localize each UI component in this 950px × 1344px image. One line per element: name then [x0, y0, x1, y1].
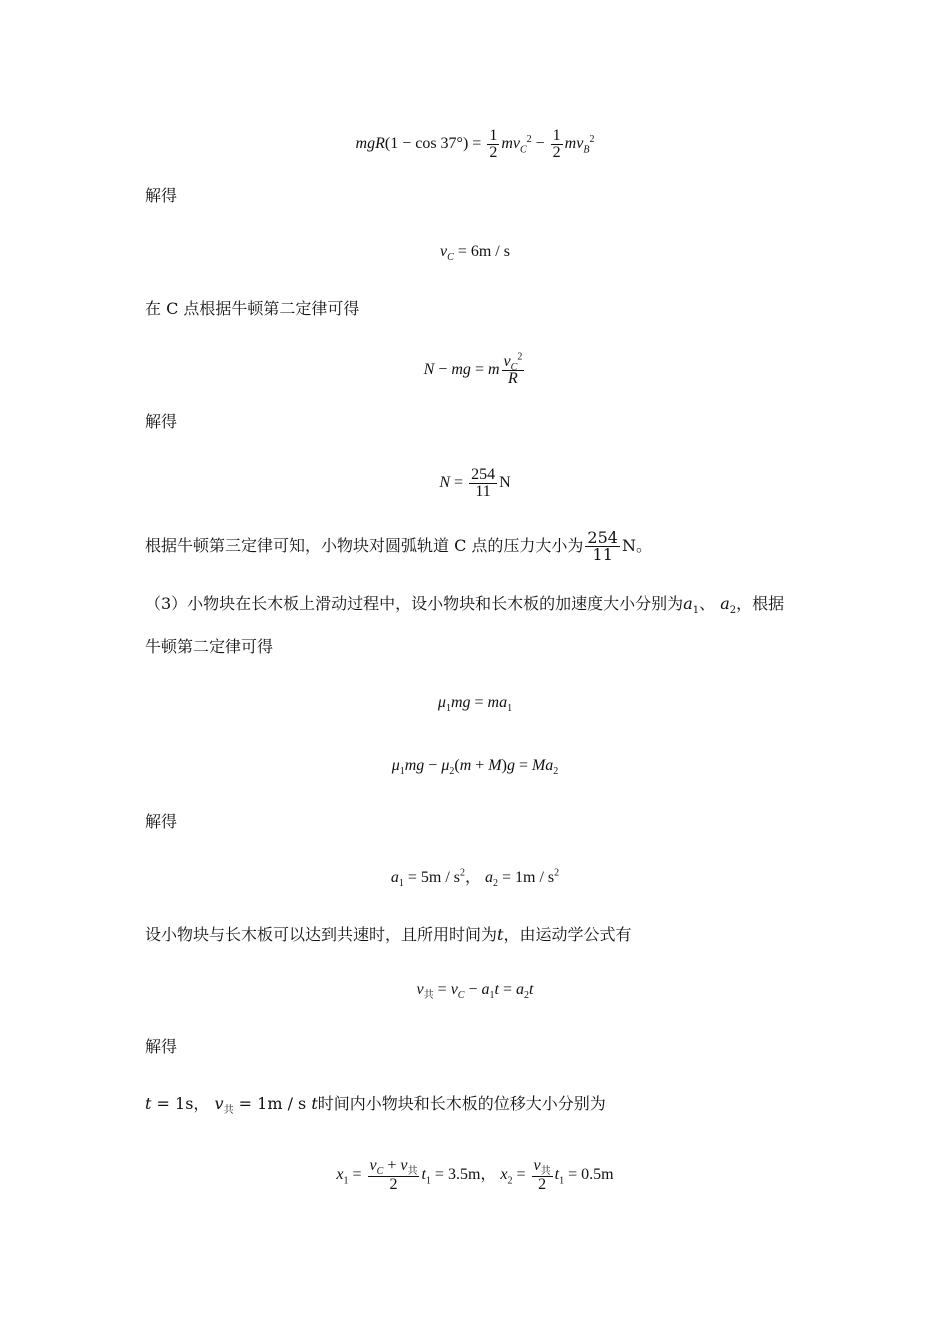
text-part3-prefix: （3）小物块在长木板上滑动过程中，设小物块和长木板的加速度大小分别为 — [145, 594, 684, 613]
sub-gong-3: 共 — [407, 1166, 418, 1177]
text-displacement-suffix: 时间内小物块和长木板的位移大小分别为 — [317, 1094, 606, 1113]
text-c-point-newton2: 在 C 点根据牛顿第二定律可得 — [145, 299, 360, 318]
sub-gong-4: 共 — [540, 1166, 551, 1177]
equation-normal-force: N = $\frac{254}{11}$ N — [439, 466, 511, 500]
text-newton3-prefix: 根据牛顿第三定律可知，小物块对圆弧轨道 C 点的压力大小为 — [145, 536, 584, 555]
equation-vc: $v_C = 6m / s$ — [440, 243, 510, 264]
equation-common-speed: $v_共 = v_C - a_1t = a_2t$ — [416, 981, 534, 1002]
text-dun: 、 — [699, 594, 716, 613]
text-jiede-4: 解得 — [145, 1037, 178, 1056]
text-common-speed-prefix: 设小物块与长木板可以达到共速时，且所用时间为 — [145, 925, 498, 944]
equation-displacements: $x_1$ = $\frac{v_C + v_共}{2}$ $t_1 = 3.5m$， $x_2$ = $\frac{v_共}{2}$ $t_1 = 0.5m$ — [336, 1157, 614, 1193]
equation-block-acceleration: $\mu_1mg = ma_1$ — [437, 694, 513, 715]
text-comma-2: ， — [193, 1094, 210, 1113]
text-newton3: 根据牛顿第三定律可知，小物块对圆弧轨道 C 点的压力大小为 $\frac{254}{11}$ N。 — [145, 528, 652, 564]
text-time-result: t = 1s， $v_共 = 1m / s$ t时间内小物块和长木板的位移大小分别为 — [145, 1094, 606, 1116]
equation-centripetal: N − mg = m $\frac{v_C^2}{R}$ — [423, 351, 523, 387]
text-period: 。 — [635, 536, 652, 555]
sub-gong-2: 共 — [223, 1105, 234, 1116]
text-jiede-3: 解得 — [145, 812, 178, 831]
text-comma-1: ， — [464, 869, 481, 886]
sub-gong-1: 共 — [423, 990, 434, 1001]
text-common-speed-suffix: ，由运动学公式有 — [503, 925, 632, 944]
text-common-speed: 设小物块与长木板可以达到共速时，且所用时间为t，由运动学公式有 — [145, 925, 632, 944]
equation-energy-conservation: mgR(1 − cos 37°) = $\frac{1}{2}$ $mv_C^2$ − $\frac{1}{2}$ $mv_B^2$ — [355, 127, 595, 161]
text-part3: （3）小物块在长木板上滑动过程中，设小物块和长木板的加速度大小分别为$a_1$、 $a_2$，根据 — [145, 594, 785, 617]
equation-accelerations: $a_1 = 5m / s^2$， $a_2 = 1m / s^2$ — [390, 867, 560, 890]
equation-board-acceleration: $\mu_1mg - \mu_2(m + M)g = Ma_2$ — [391, 757, 559, 778]
text-newton2-line: 牛顿第二定律可得 — [145, 637, 274, 656]
text-jiede-2: 解得 — [145, 412, 178, 431]
text-jiede-1: 解得 — [145, 186, 178, 205]
text-comma-3: ， — [480, 1166, 497, 1184]
text-part3-suffix: ，根据 — [736, 594, 785, 613]
